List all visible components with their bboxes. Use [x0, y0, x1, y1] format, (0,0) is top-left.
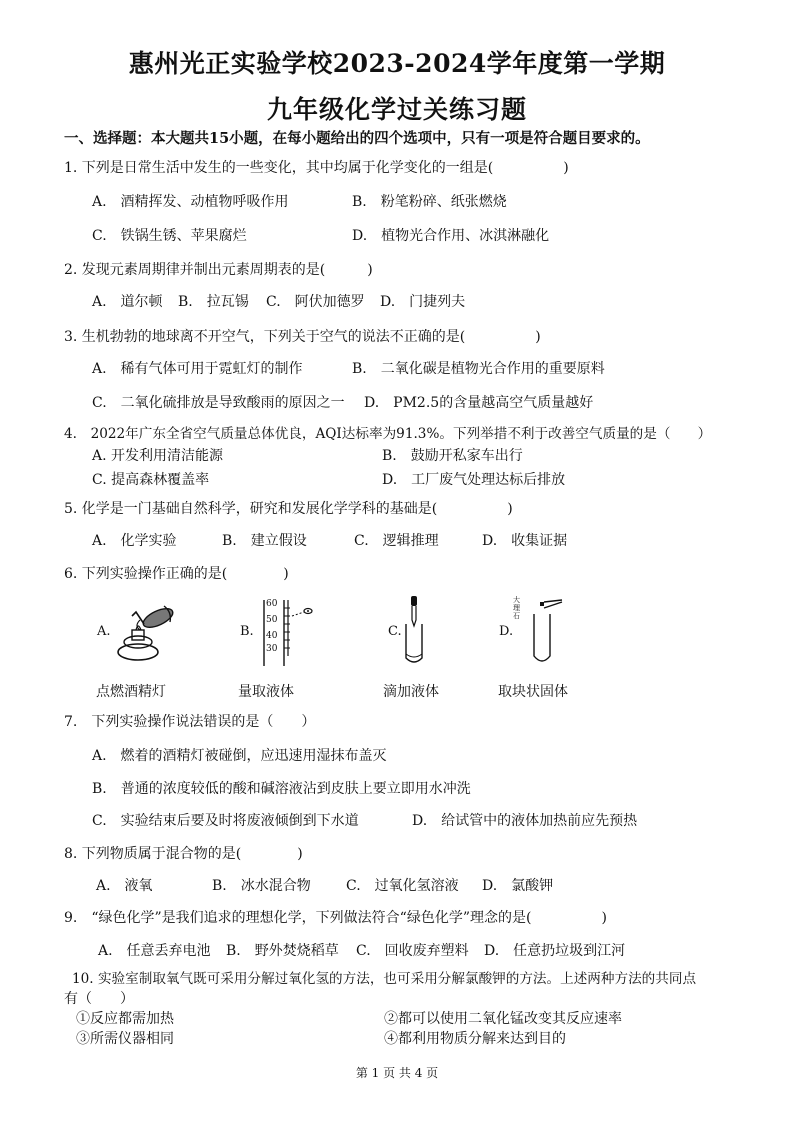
q10-option-1: ①反应都需加热 [76, 1011, 174, 1027]
q10-option-3: ③所需仪器相同 [76, 1031, 174, 1047]
q9-stem: 9. “绿色化学”是我们追求的理想化学，下列做法符合“绿色化学”理念的是( ) [64, 910, 607, 926]
section-heading: 一、选择题：本大题共15小题，在每小题给出的四个选项中，只有一项是符合题目要求的。 [64, 130, 650, 147]
tongs-test-tube-figure [518, 594, 568, 668]
q6-caption-c: 滴加液体 [383, 684, 439, 700]
q7-option-a: A. 燃着的酒精灯被碰倒，应迅速用湿抹布盖灭 [92, 748, 387, 764]
page-footer: 第 1 页 共 4 页 [355, 1066, 439, 1080]
cylinder-tick-40: 40 [266, 631, 278, 641]
q7-option-c: C. 实验结束后要及时将废液倾倒到下水道 [92, 813, 359, 829]
q10-stem-line1: 10. 实验室制取氧气既可采用分解过氧化氢的方法，也可采用分解氯酸钾的方法。上述两种方法的共同点 [72, 971, 697, 987]
q9-option-c: C. 回收废弃塑料 [356, 943, 469, 959]
q7-option-d: D. 给试管中的液体加热前应先预热 [412, 813, 638, 829]
q6-label-c: C. [388, 624, 402, 639]
q4-option-d: D. 工厂废气处理达标后排放 [382, 472, 566, 488]
q1-option-b: B. 粉笔粉碎、纸张燃烧 [352, 194, 507, 210]
q2-option-c: C. 阿伏加德罗 [266, 294, 365, 310]
q8-stem: 8. 下列物质属于混合物的是( ) [64, 846, 303, 862]
q9-option-a: A. 任意丢弃电池 [98, 943, 211, 959]
q3-stem: 3. 生机勃勃的地球离不开空气，下列关于空气的说法不正确的是( ) [64, 329, 541, 345]
q6-label-b: B. [240, 624, 254, 639]
q5-stem: 5. 化学是一门基础自然科学，研究和发展化学学科的基础是( ) [64, 501, 513, 517]
q1-option-a: A. 酒精挥发、动植物呼吸作用 [92, 194, 289, 210]
q2-stem: 2. 发现元素周期律并制出元素周期表的是( ) [64, 262, 373, 278]
q4-option-c: C. 提高森林覆盖率 [92, 472, 210, 488]
q10-option-2: ②都可以使用二氧化锰改变其反应速率 [384, 1011, 622, 1027]
q4-stem: 4. 2022年广东全省空气质量总体优良，AQI达标率为91.3%。下列举措不利于改善空气质量的是（ ） [64, 426, 712, 442]
q1-stem: 1. 下列是日常生活中发生的一些变化，其中均属于化学变化的一组是( ) [64, 160, 569, 176]
cylinder-tick-30: 30 [266, 644, 278, 654]
q5-option-b: B. 建立假设 [222, 533, 307, 549]
q3-option-b: B. 二氧化碳是植物光合作用的重要原料 [352, 361, 605, 377]
q6-label-d: D. [499, 624, 514, 639]
cylinder-tick-50: 50 [266, 615, 278, 625]
q8-option-c: C. 过氧化氢溶液 [346, 878, 459, 894]
q3-option-d: D. PM2.5的含量越高空气质量越好 [364, 395, 594, 411]
q1-option-c: C. 铁锅生锈、苹果腐烂 [92, 228, 247, 244]
q2-option-b: B. 拉瓦锡 [178, 294, 249, 310]
q6-caption-b: 量取液体 [238, 684, 294, 700]
exam-title: 惠州光正实验学校2023-2024学年度第一学期 [128, 49, 666, 78]
marble-label: 大理石 [513, 596, 520, 620]
q6-label-a: A. [97, 624, 111, 639]
q4-option-a: A. 开发利用清洁能源 [92, 448, 224, 464]
q1-option-d: D. 植物光合作用、冰淇淋融化 [352, 228, 550, 244]
q5-option-d: D. 收集证据 [482, 533, 568, 549]
q9-option-b: B. 野外焚烧稻草 [226, 943, 339, 959]
q6-caption-d: 取块状固体 [498, 684, 568, 700]
q8-option-a: A. 液氧 [96, 878, 153, 894]
q6-stem: 6. 下列实验操作正确的是( ) [64, 566, 289, 582]
alcohol-lamp-figure [114, 596, 180, 664]
q8-option-b: B. 冰水混合物 [212, 878, 311, 894]
q7-stem: 7. 下列实验操作说法错误的是（ ） [64, 714, 316, 730]
q3-option-c: C. 二氧化硫排放是导致酸雨的原因之一 [92, 395, 345, 411]
dropper-test-tube-figure [402, 594, 426, 666]
q9-option-d: D. 任意扔垃圾到江河 [484, 943, 626, 959]
q4-option-b: B. 鼓励开私家车出行 [382, 448, 523, 464]
q8-option-d: D. 氯酸钾 [482, 878, 554, 894]
q10-option-4: ④都利用物质分解来达到目的 [384, 1031, 566, 1047]
q10-stem-line2: 有（ ） [64, 991, 134, 1007]
q5-option-a: A. 化学实验 [92, 533, 177, 549]
q2-option-a: A. 道尔顿 [92, 294, 163, 310]
cylinder-tick-60: 60 [266, 599, 278, 609]
q6-caption-a: 点燃酒精灯 [96, 684, 166, 700]
q7-option-b: B. 普通的浓度较低的酸和碱溶液沾到皮肤上要立即用水冲洗 [92, 781, 471, 797]
q5-option-c: C. 逻辑推理 [354, 533, 439, 549]
q2-option-d: D. 门捷列夫 [380, 294, 466, 310]
exam-subtitle: 九年级化学过关练习题 [266, 95, 527, 124]
q3-option-a: A. 稀有气体可用于霓虹灯的制作 [92, 361, 303, 377]
